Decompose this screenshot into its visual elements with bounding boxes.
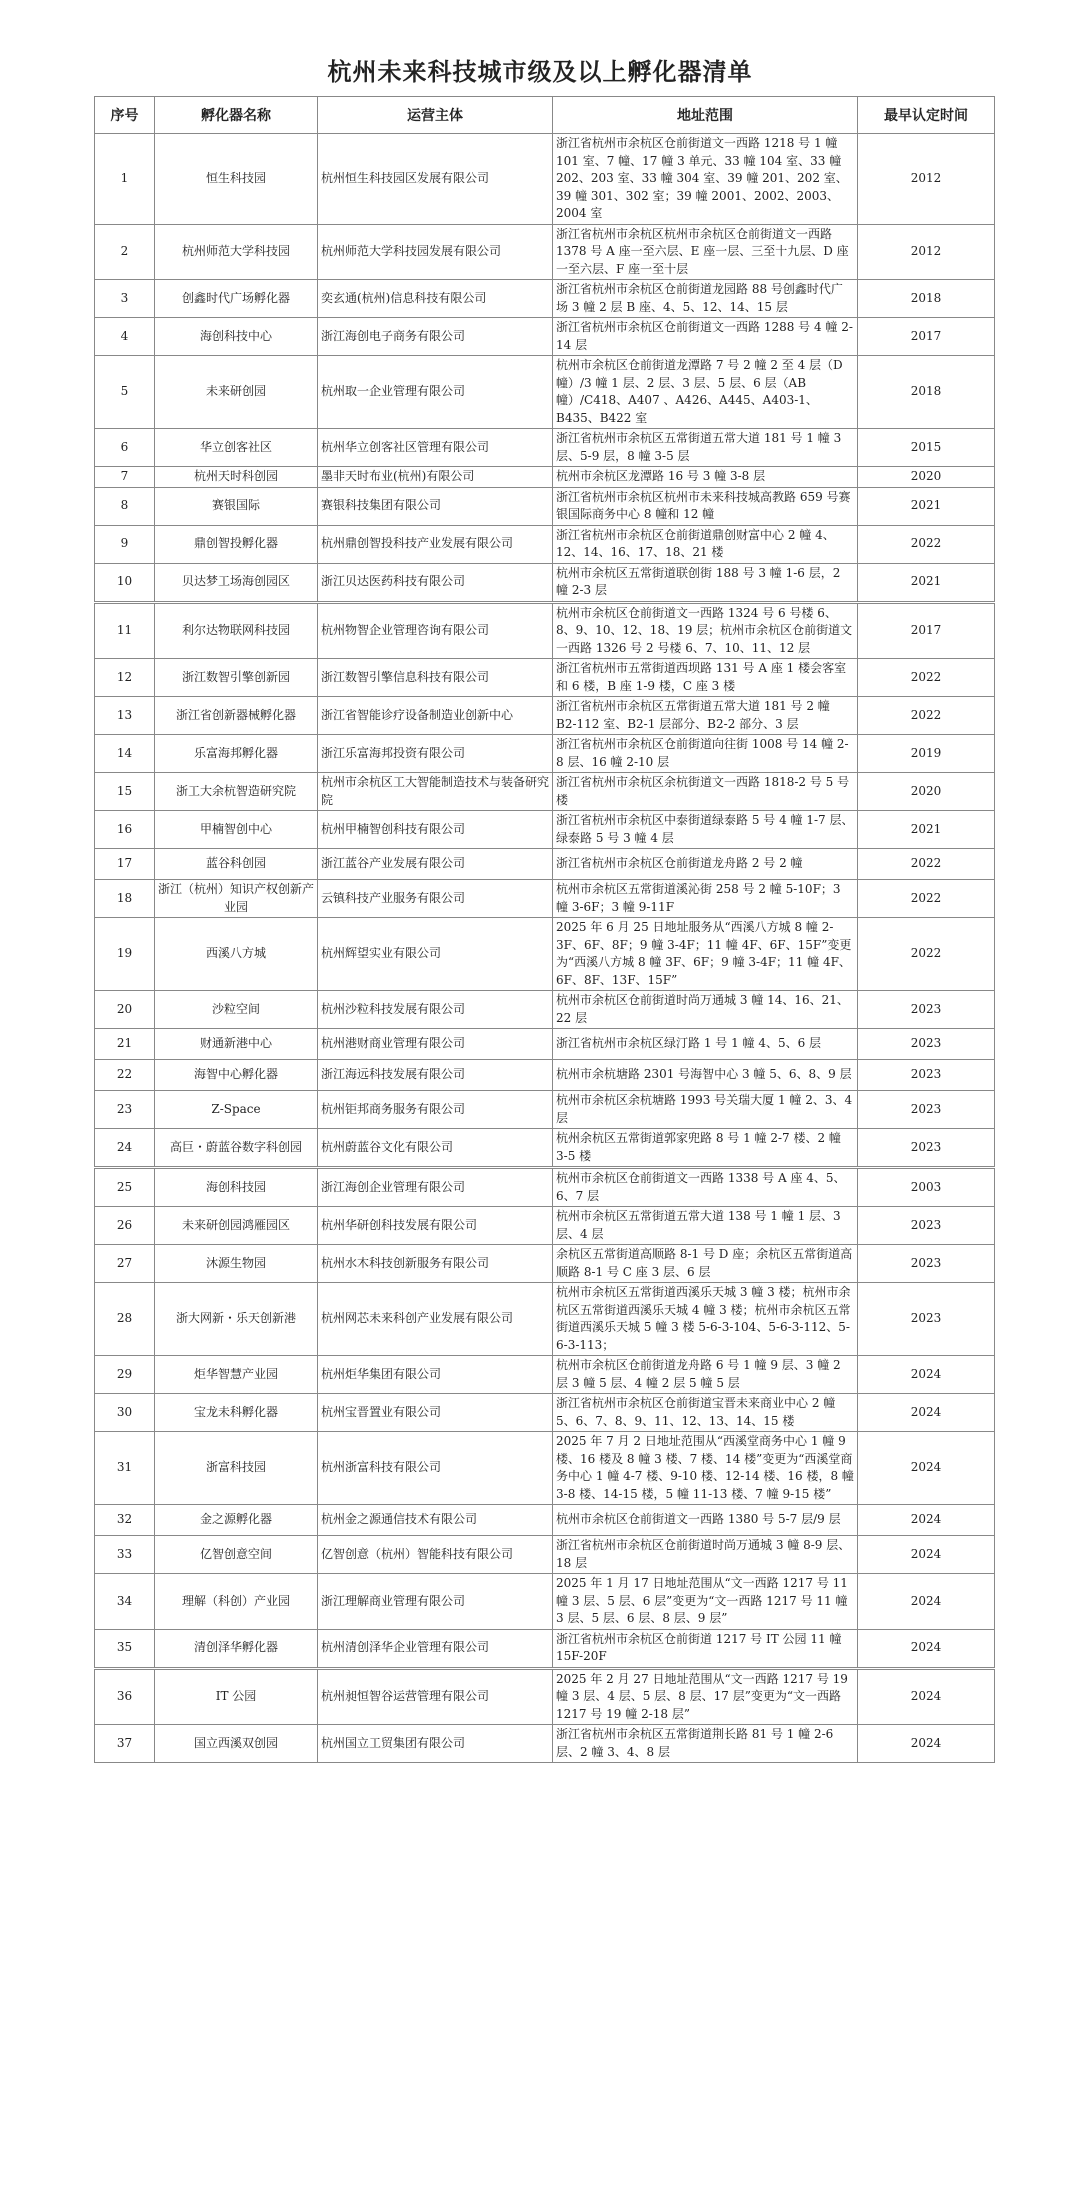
incubator-name: IT 公园: [155, 1668, 318, 1725]
recognition-year: 2022: [858, 849, 995, 880]
recognition-year: 2017: [858, 602, 995, 659]
address-range: 杭州市余杭区仓前街道龙舟路 6 号 1 幢 9 层、3 幢 2 层 3 幢 5 层、4 幢 2 层 5 幢 5 层: [553, 1356, 858, 1394]
operator-name: 杭州港财商业管理有限公司: [318, 1029, 553, 1060]
row-number: 12: [95, 659, 155, 697]
operator-name: 浙江海创电子商务有限公司: [318, 318, 553, 356]
operator-name: 杭州水木科技创新服务有限公司: [318, 1245, 553, 1283]
row-number: 32: [95, 1505, 155, 1536]
operator-name: 杭州浙富科技有限公司: [318, 1432, 553, 1505]
address-range: 浙江省杭州市余杭区杭州市余杭区仓前街道文一西路 1378 号 A 座一至六层、E 座一层、三至十九层、D 座一至六层、F 座一至十层: [553, 224, 858, 280]
row-number: 2: [95, 224, 155, 280]
table-row: [95, 280, 995, 318]
table-body: [95, 134, 995, 1763]
incubator-name: 鼎创智投孵化器: [155, 525, 318, 563]
operator-name: 杭州取一企业管理有限公司: [318, 356, 553, 429]
address-range: 杭州市余杭区余杭塘路 1993 号关瑞大厦 1 幢 2、3、4 层: [553, 1091, 858, 1129]
address-range: 浙江省杭州市余杭区五常街道五常大道 181 号 1 幢 3 层、5-9 层，8 幢 3-5 层: [553, 429, 858, 467]
address-range: 杭州市余杭区五常街道联创街 188 号 3 幢 1-6 层，2 幢 2-3 层: [553, 563, 858, 602]
table-row: [95, 563, 995, 602]
operator-name: 浙江数智引擎信息科技有限公司: [318, 659, 553, 697]
header-operator: 运营主体: [318, 97, 553, 134]
recognition-year: 2012: [858, 224, 995, 280]
row-number: 28: [95, 1283, 155, 1356]
incubator-name: 浙江（杭州）知识产权创新产业园: [155, 880, 318, 918]
operator-name: 杭州蔚蓝谷文化有限公司: [318, 1129, 553, 1168]
header-year: 最早认定时间: [858, 97, 995, 134]
incubator-name: 海创科技中心: [155, 318, 318, 356]
recognition-year: 2022: [858, 918, 995, 991]
incubator-name: 海智中心孵化器: [155, 1060, 318, 1091]
table-row: [95, 735, 995, 773]
address-range: 杭州市余杭区仓前街道时尚万通城 3 幢 14、16、21、22 层: [553, 991, 858, 1029]
table-row: [95, 429, 995, 467]
recognition-year: 2012: [858, 134, 995, 225]
incubator-name: 金之源孵化器: [155, 1505, 318, 1536]
table-row: [95, 1245, 995, 1283]
row-number: 10: [95, 563, 155, 602]
incubator-name: 杭州师范大学科技园: [155, 224, 318, 280]
header-address: 地址范围: [553, 97, 858, 134]
header-no: 序号: [95, 97, 155, 134]
address-range: 杭州市余杭区仓前街道龙潭路 7 号 2 幢 2 至 4 层（D 幢）/3 幢 1 层、2 层、3 层、5 层、6 层（AB 幢）/C418、A407 、A426、A445、A403-1、B435、B422 室: [553, 356, 858, 429]
recognition-year: 2024: [858, 1536, 995, 1574]
row-number: 22: [95, 1060, 155, 1091]
recognition-year: 2023: [858, 1060, 995, 1091]
address-range: 杭州市余杭区五常街道西溪乐天城 3 幢 3 楼；杭州市余杭区五常街道西溪乐天城 4 幢 3 楼；杭州市余杭区五常街道西溪乐天城 5 幢 3 楼 5-6-3-104、5-6-3-112、5-6-3-113；: [553, 1283, 858, 1356]
incubator-name: 浙江省创新器械孵化器: [155, 697, 318, 735]
table-row: [95, 1207, 995, 1245]
operator-name: 浙江蓝谷产业发展有限公司: [318, 849, 553, 880]
incubator-name: Z-Space: [155, 1091, 318, 1129]
address-range: 浙江省杭州市余杭区杭州市未来科技城高教路 659 号赛银国际商务中心 8 幢和 12 幢: [553, 487, 858, 525]
address-range: 余杭区五常街道高顺路 8-1 号 D 座；余杭区五常街道高顺路 8-1 号 C 座 3 层、6 层: [553, 1245, 858, 1283]
row-number: 35: [95, 1629, 155, 1668]
address-range: 浙江省杭州市余杭区五常街道荆长路 81 号 1 幢 2-6 层、2 幢 3、4、8 层: [553, 1725, 858, 1763]
row-number: 18: [95, 880, 155, 918]
row-number: 23: [95, 1091, 155, 1129]
recognition-year: 2024: [858, 1574, 995, 1630]
address-range: 2025 年 6 月 25 日地址服务从“西溪八方城 8 幢 2-3F、6F、8F；9 幢 3-4F；11 幢 4F、6F、15F”变更为“西溪八方城 8 幢 3F、6F；9 幢 3-4F；11 幢 4F、6F、8F、13F、15F”: [553, 918, 858, 991]
recognition-year: 2022: [858, 525, 995, 563]
incubator-name: 高巨・蔚蓝谷数字科创园: [155, 1129, 318, 1168]
operator-name: 浙江海远科技发展有限公司: [318, 1060, 553, 1091]
table-row: [95, 659, 995, 697]
operator-name: 杭州辉望实业有限公司: [318, 918, 553, 991]
operator-name: 杭州甲楠智创科技有限公司: [318, 811, 553, 849]
operator-name: 云镇科技产业服务有限公司: [318, 880, 553, 918]
incubator-name: 未来研创园鸿雁园区: [155, 1207, 318, 1245]
recognition-year: 2003: [858, 1168, 995, 1207]
row-number: 11: [95, 602, 155, 659]
incubator-name: 沙粒空间: [155, 991, 318, 1029]
recognition-year: 2023: [858, 1207, 995, 1245]
recognition-year: 2020: [858, 467, 995, 488]
operator-name: 赛银科技集团有限公司: [318, 487, 553, 525]
operator-name: 杭州昶恒智谷运营管理有限公司: [318, 1668, 553, 1725]
address-range: 2025 年 2 月 27 日地址范围从“文一西路 1217 号 19 幢 3 层、4 层、5 层、8 层、17 层”变更为“文一西路 1217 号 19 幢 2-18 层”: [553, 1668, 858, 1725]
incubator-name: 财通新港中心: [155, 1029, 318, 1060]
operator-name: 浙江乐富海邦投资有限公司: [318, 735, 553, 773]
recognition-year: 2021: [858, 487, 995, 525]
row-number: 3: [95, 280, 155, 318]
recognition-year: 2024: [858, 1394, 995, 1432]
address-range: 浙江省杭州市余杭区仓前街道文一西路 1218 号 1 幢 101 室、7 幢、17 幢 3 单元、33 幢 104 室、33 幢 202、203 室、33 幢 304 室、39 幢 201、202 室、39 幢 301、302 室；39 幢 2001、2002、2003、2004 室: [553, 134, 858, 225]
operator-name: 杭州国立工贸集团有限公司: [318, 1725, 553, 1763]
recognition-year: 2021: [858, 563, 995, 602]
table-row: [95, 602, 995, 659]
table-row: [95, 697, 995, 735]
address-range: 浙江省杭州市余杭区五常街道五常大道 181 号 2 幢 B2-112 室、B2-1 层部分、B2-2 部分、3 层: [553, 697, 858, 735]
address-range: 杭州市余杭区仓前街道文一西路 1338 号 A 座 4、5、6、7 层: [553, 1168, 858, 1207]
table-row: [95, 1283, 995, 1356]
address-range: 浙江省杭州市余杭区仓前街道文一西路 1288 号 4 幢 2-14 层: [553, 318, 858, 356]
address-range: 浙江省杭州市余杭区仓前街道鼎创财富中心 2 幢 4、12、14、16、17、18、21 楼: [553, 525, 858, 563]
operator-name: 杭州华立创客社区管理有限公司: [318, 429, 553, 467]
address-range: 浙江省杭州市余杭区仓前街道 1217 号 IT 公园 11 幢 15F-20F: [553, 1629, 858, 1668]
table-row: [95, 1536, 995, 1574]
operator-name: 杭州金之源通信技术有限公司: [318, 1505, 553, 1536]
incubator-name: 蓝谷科创园: [155, 849, 318, 880]
table-row: [95, 467, 995, 488]
recognition-year: 2024: [858, 1432, 995, 1505]
row-number: 37: [95, 1725, 155, 1763]
row-number: 36: [95, 1668, 155, 1725]
recognition-year: 2024: [858, 1356, 995, 1394]
address-range: 杭州市余杭区龙潭路 16 号 3 幢 3-8 层: [553, 467, 858, 488]
incubator-table: [94, 96, 995, 1763]
incubator-name: 华立创客社区: [155, 429, 318, 467]
row-number: 15: [95, 773, 155, 811]
operator-name: 杭州市余杭区工大智能制造技术与装备研究院: [318, 773, 553, 811]
incubator-name: 甲楠智创中心: [155, 811, 318, 849]
table-row: [95, 224, 995, 280]
row-number: 21: [95, 1029, 155, 1060]
table-row: [95, 1168, 995, 1207]
incubator-name: 乐富海邦孵化器: [155, 735, 318, 773]
address-range: 杭州市余杭区仓前街道文一西路 1324 号 6 号楼 6、8、9、10、12、18、19 层；杭州市余杭区仓前街道文一西路 1326 号 2 号楼 6、7、10、11、12 层: [553, 602, 858, 659]
operator-name: 杭州钜邦商务服务有限公司: [318, 1091, 553, 1129]
address-range: 杭州市余杭塘路 2301 号海智中心 3 幢 5、6、8、9 层: [553, 1060, 858, 1091]
table-row: [95, 1129, 995, 1168]
row-number: 20: [95, 991, 155, 1029]
table-row: [95, 918, 995, 991]
operator-name: 杭州师范大学科技园发展有限公司: [318, 224, 553, 280]
address-range: 浙江省杭州市余杭区中泰街道绿泰路 5 号 4 幢 1-7 层、绿泰路 5 号 3 幢 4 层: [553, 811, 858, 849]
row-number: 4: [95, 318, 155, 356]
incubator-name: 理解（科创）产业园: [155, 1574, 318, 1630]
operator-name: 浙江海创企业管理有限公司: [318, 1168, 553, 1207]
recognition-year: 2021: [858, 811, 995, 849]
incubator-name: 宝龙未科孵化器: [155, 1394, 318, 1432]
incubator-name: 浙江数智引擎创新园: [155, 659, 318, 697]
address-range: 浙江省杭州市余杭区仓前街道向往街 1008 号 14 幢 2-8 层、16 幢 2-10 层: [553, 735, 858, 773]
recognition-year: 2022: [858, 697, 995, 735]
operator-name: 杭州恒生科技园区发展有限公司: [318, 134, 553, 225]
recognition-year: 2023: [858, 1245, 995, 1283]
recognition-year: 2015: [858, 429, 995, 467]
address-range: 浙江省杭州市余杭区仓前街道龙舟路 2 号 2 幢: [553, 849, 858, 880]
table-row: [95, 1029, 995, 1060]
table-row: [95, 356, 995, 429]
incubator-name: 炬华智慧产业园: [155, 1356, 318, 1394]
recognition-year: 2023: [858, 991, 995, 1029]
incubator-name: 未来研创园: [155, 356, 318, 429]
row-number: 17: [95, 849, 155, 880]
recognition-year: 2023: [858, 1129, 995, 1168]
table-row: [95, 1725, 995, 1763]
operator-name: 杭州清创泽华企业管理有限公司: [318, 1629, 553, 1668]
table-row: [95, 1091, 995, 1129]
recognition-year: 2022: [858, 659, 995, 697]
table-row: [95, 849, 995, 880]
address-range: 杭州市余杭区五常街道溪沁街 258 号 2 幢 5-10F；3 幢 3-6F；3 幢 9-11F: [553, 880, 858, 918]
address-range: 2025 年 7 月 2 日地址范围从“西溪堂商务中心 1 幢 9 楼、16 楼及 8 幢 3 楼、7 楼、14 楼”变更为“西溪堂商务中心 1 幢 4-7 楼、9-10 楼、12-14 楼、16 楼，8 幢 3-8 楼、14-15 楼，5 幢 11-13 楼、7 幢 9-15 楼”: [553, 1432, 858, 1505]
recognition-year: 2023: [858, 1091, 995, 1129]
row-number: 8: [95, 487, 155, 525]
recognition-year: 2018: [858, 280, 995, 318]
row-number: 14: [95, 735, 155, 773]
table-row: [95, 773, 995, 811]
recognition-year: 2023: [858, 1283, 995, 1356]
address-range: 浙江省杭州市余杭区仓前街道时尚万通城 3 幢 8-9 层、18 层: [553, 1536, 858, 1574]
table-row: [95, 134, 995, 225]
operator-name: 浙江贝达医药科技有限公司: [318, 563, 553, 602]
recognition-year: 2024: [858, 1629, 995, 1668]
table-row: [95, 1060, 995, 1091]
operator-name: 杭州宝晋置业有限公司: [318, 1394, 553, 1432]
recognition-year: 2024: [858, 1668, 995, 1725]
address-range: 2025 年 1 月 17 日地址范围从“文一西路 1217 号 11 幢 3 层、5 层、6 层”变更为“文一西路 1217 号 11 幢 3 层、5 层、6 层、8 层、9 层”: [553, 1574, 858, 1630]
row-number: 25: [95, 1168, 155, 1207]
incubator-name: 西溪八方城: [155, 918, 318, 991]
row-number: 27: [95, 1245, 155, 1283]
incubator-name: 杭州天时科创园: [155, 467, 318, 488]
incubator-name: 创鑫时代广场孵化器: [155, 280, 318, 318]
address-range: 浙江省杭州市余杭区余杭街道文一西路 1818-2 号 5 号楼: [553, 773, 858, 811]
operator-name: 奕玄通(杭州)信息科技有限公司: [318, 280, 553, 318]
incubator-name: 浙大网新・乐天创新港: [155, 1283, 318, 1356]
address-range: 杭州市余杭区仓前街道文一西路 1380 号 5-7 层/9 层: [553, 1505, 858, 1536]
operator-name: 浙江理解商业管理有限公司: [318, 1574, 553, 1630]
address-range: 浙江省杭州市余杭区绿汀路 1 号 1 幢 4、5、6 层: [553, 1029, 858, 1060]
table-row: [95, 487, 995, 525]
incubator-name: 贝达梦工场海创园区: [155, 563, 318, 602]
incubator-name: 利尔达物联网科技园: [155, 602, 318, 659]
row-number: 34: [95, 1574, 155, 1630]
row-number: 9: [95, 525, 155, 563]
row-number: 33: [95, 1536, 155, 1574]
operator-name: 杭州网芯未来科创产业发展有限公司: [318, 1283, 553, 1356]
table-row: [95, 1432, 995, 1505]
incubator-name: 沐源生物园: [155, 1245, 318, 1283]
row-number: 1: [95, 134, 155, 225]
row-number: 31: [95, 1432, 155, 1505]
operator-name: 亿智创意（杭州）智能科技有限公司: [318, 1536, 553, 1574]
recognition-year: 2020: [858, 773, 995, 811]
row-number: 30: [95, 1394, 155, 1432]
address-range: 浙江省杭州市余杭区仓前街道宝晋未来商业中心 2 幢 5、6、7、8、9、11、12、13、14、15 楼: [553, 1394, 858, 1432]
row-number: 26: [95, 1207, 155, 1245]
header-name: 孵化器名称: [155, 97, 318, 134]
table-row: [95, 318, 995, 356]
incubator-name: 亿智创意空间: [155, 1536, 318, 1574]
address-range: 杭州余杭区五常街道郭家兜路 8 号 1 幢 2-7 楼、2 幢 3-5 楼: [553, 1129, 858, 1168]
recognition-year: 2023: [858, 1029, 995, 1060]
row-number: 7: [95, 467, 155, 488]
table-row: [95, 1574, 995, 1630]
table-row: [95, 1505, 995, 1536]
recognition-year: 2019: [858, 735, 995, 773]
recognition-year: 2017: [858, 318, 995, 356]
recognition-year: 2024: [858, 1725, 995, 1763]
row-number: 13: [95, 697, 155, 735]
incubator-name: 浙工大余杭智造研究院: [155, 773, 318, 811]
table-row: [95, 525, 995, 563]
address-range: 浙江省杭州市五常街道西坝路 131 号 A 座 1 楼会客室和 6 楼，B 座 1-9 楼，C 座 3 楼: [553, 659, 858, 697]
operator-name: 杭州鼎创智投科技产业发展有限公司: [318, 525, 553, 563]
recognition-year: 2022: [858, 880, 995, 918]
row-number: 29: [95, 1356, 155, 1394]
table-row: [95, 1668, 995, 1725]
row-number: 6: [95, 429, 155, 467]
row-number: 5: [95, 356, 155, 429]
table-row: [95, 1394, 995, 1432]
operator-name: 杭州物智企业管理咨询有限公司: [318, 602, 553, 659]
table-row: [95, 1629, 995, 1668]
operator-name: 浙江省智能诊疗设备制造业创新中心: [318, 697, 553, 735]
row-number: 16: [95, 811, 155, 849]
operator-name: 杭州华研创科技发展有限公司: [318, 1207, 553, 1245]
recognition-year: 2024: [858, 1505, 995, 1536]
table-row: [95, 991, 995, 1029]
table-row: [95, 1356, 995, 1394]
incubator-name: 海创科技园: [155, 1168, 318, 1207]
page-title: 杭州未来科技城市级及以上孵化器清单: [327, 58, 753, 86]
incubator-name: 赛银国际: [155, 487, 318, 525]
incubator-name: 浙富科技园: [155, 1432, 318, 1505]
incubator-name: 清创泽华孵化器: [155, 1629, 318, 1668]
operator-name: 墨非天时布业(杭州)有限公司: [318, 467, 553, 488]
operator-name: 杭州沙粒科技发展有限公司: [318, 991, 553, 1029]
incubator-name: 恒生科技园: [155, 134, 318, 225]
address-range: 杭州市余杭区五常街道五常大道 138 号 1 幢 1 层、3 层、4 层: [553, 1207, 858, 1245]
address-range: 浙江省杭州市余杭区仓前街道龙园路 88 号创鑫时代广场 3 幢 2 层 B 座、4、5、12、14、15 层: [553, 280, 858, 318]
row-number: 24: [95, 1129, 155, 1168]
operator-name: 杭州炬华集团有限公司: [318, 1356, 553, 1394]
table-header-row: [95, 97, 995, 134]
row-number: 19: [95, 918, 155, 991]
table-row: [95, 880, 995, 918]
recognition-year: 2018: [858, 356, 995, 429]
table-row: [95, 811, 995, 849]
incubator-name: 国立西溪双创园: [155, 1725, 318, 1763]
